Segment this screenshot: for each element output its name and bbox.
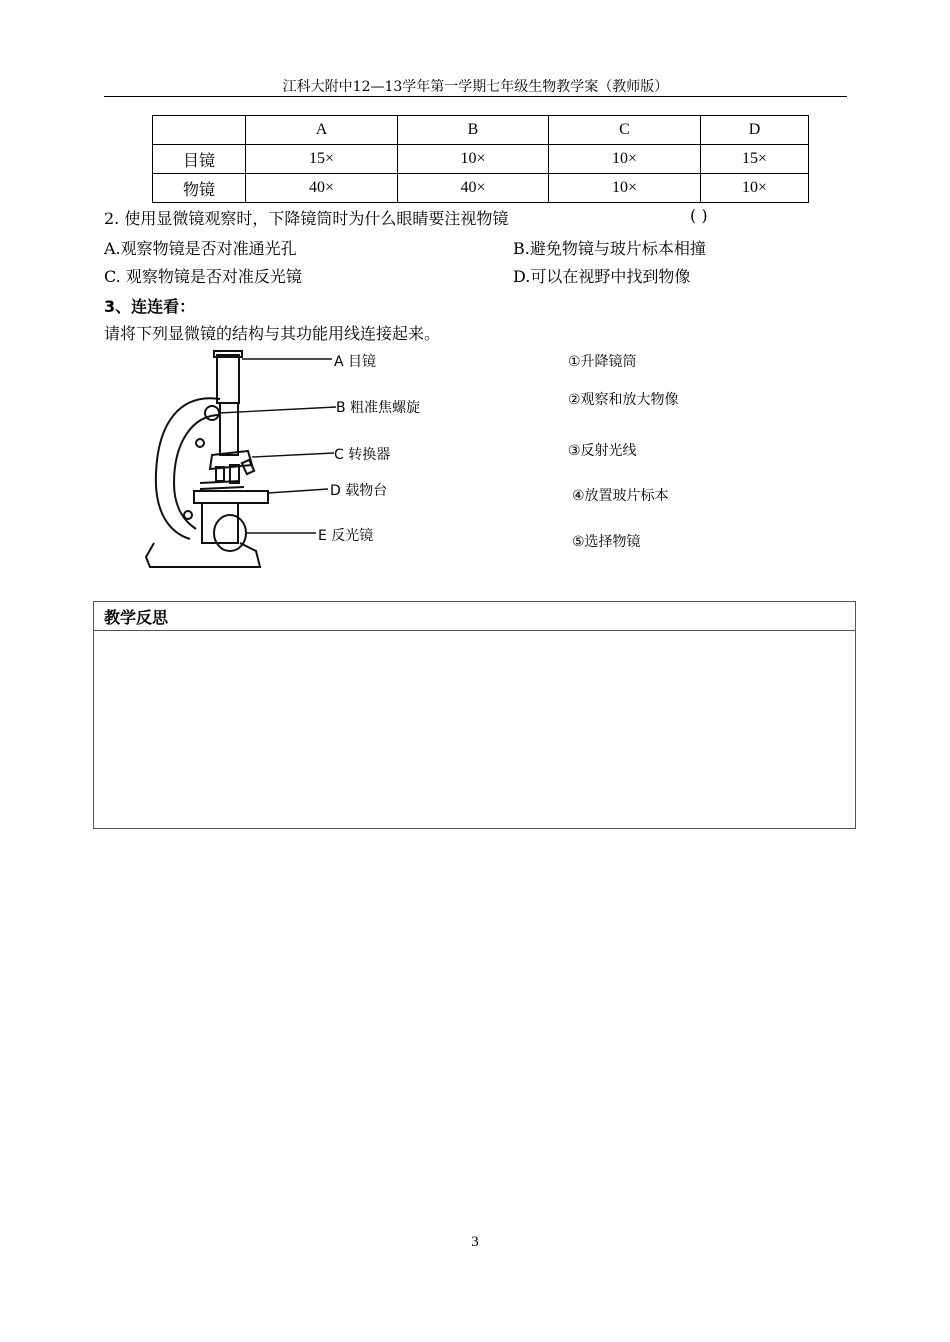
table-row-label: 目镜 bbox=[153, 145, 246, 174]
teaching-reflection-box bbox=[93, 601, 856, 829]
structure-label-a: A 目镜 bbox=[334, 354, 377, 370]
table-header-cell: A bbox=[246, 116, 398, 145]
table-header-cell: B bbox=[398, 116, 549, 145]
table-cell: 40× bbox=[398, 174, 549, 203]
page-number: 3 bbox=[471, 1234, 479, 1250]
table-row bbox=[153, 145, 809, 174]
page-header: 江科大附中12—13学年第一学期七年级生物教学案（教师版） bbox=[282, 79, 669, 95]
header-rule bbox=[104, 96, 847, 97]
function-label-1: ①升降镜筒 bbox=[568, 354, 637, 370]
table-cell: 10× bbox=[549, 145, 701, 174]
table-row bbox=[153, 174, 809, 203]
table-row-label: 物镜 bbox=[153, 174, 246, 203]
table-header-row bbox=[153, 116, 809, 145]
option-c: C. 观察物镜是否对准反光镜 bbox=[104, 267, 302, 286]
table-cell: 10× bbox=[398, 145, 549, 174]
table-header-cell: C bbox=[549, 116, 701, 145]
function-label-3: ③反射光线 bbox=[568, 443, 637, 459]
option-a: A.观察物镜是否对准通光孔 bbox=[104, 239, 297, 258]
microscope-diagram bbox=[140, 343, 700, 573]
section-3-instruction: 请将下列显微镜的结构与其功能用线连接起来。 bbox=[104, 324, 441, 343]
table-cell: 15× bbox=[701, 145, 809, 174]
option-d: D.可以在视野中找到物像 bbox=[513, 267, 691, 286]
teaching-reflection-title: 教学反思 bbox=[94, 602, 855, 631]
table-cell: 40× bbox=[246, 174, 398, 203]
section-3-heading: 3、连连看： bbox=[104, 297, 196, 316]
function-label-4: ④放置玻片标本 bbox=[572, 488, 669, 504]
structure-label-d: D 载物台 bbox=[330, 483, 388, 499]
table-header-cell: D bbox=[701, 116, 809, 145]
lens-table bbox=[152, 115, 809, 203]
function-label-5: ⑤选择物镜 bbox=[572, 534, 641, 550]
function-label-2: ②观察和放大物像 bbox=[568, 392, 679, 408]
structure-label-e: E 反光镜 bbox=[318, 528, 374, 544]
teaching-reflection-content[interactable] bbox=[94, 631, 855, 828]
structure-label-b: B 粗准焦螺旋 bbox=[336, 400, 421, 416]
structure-label-c: C 转换器 bbox=[334, 447, 391, 463]
table-cell: 10× bbox=[701, 174, 809, 203]
question-2-stem: 2. 使用显微镜观察时，下降镜筒时为什么眼睛要注视物镜 bbox=[104, 209, 509, 228]
answer-blank[interactable]: ( ) bbox=[690, 206, 708, 225]
table-header-cell bbox=[153, 116, 246, 145]
table-cell: 10× bbox=[549, 174, 701, 203]
option-b: B.避免物镜与玻片标本相撞 bbox=[513, 239, 706, 258]
table-cell: 15× bbox=[246, 145, 398, 174]
